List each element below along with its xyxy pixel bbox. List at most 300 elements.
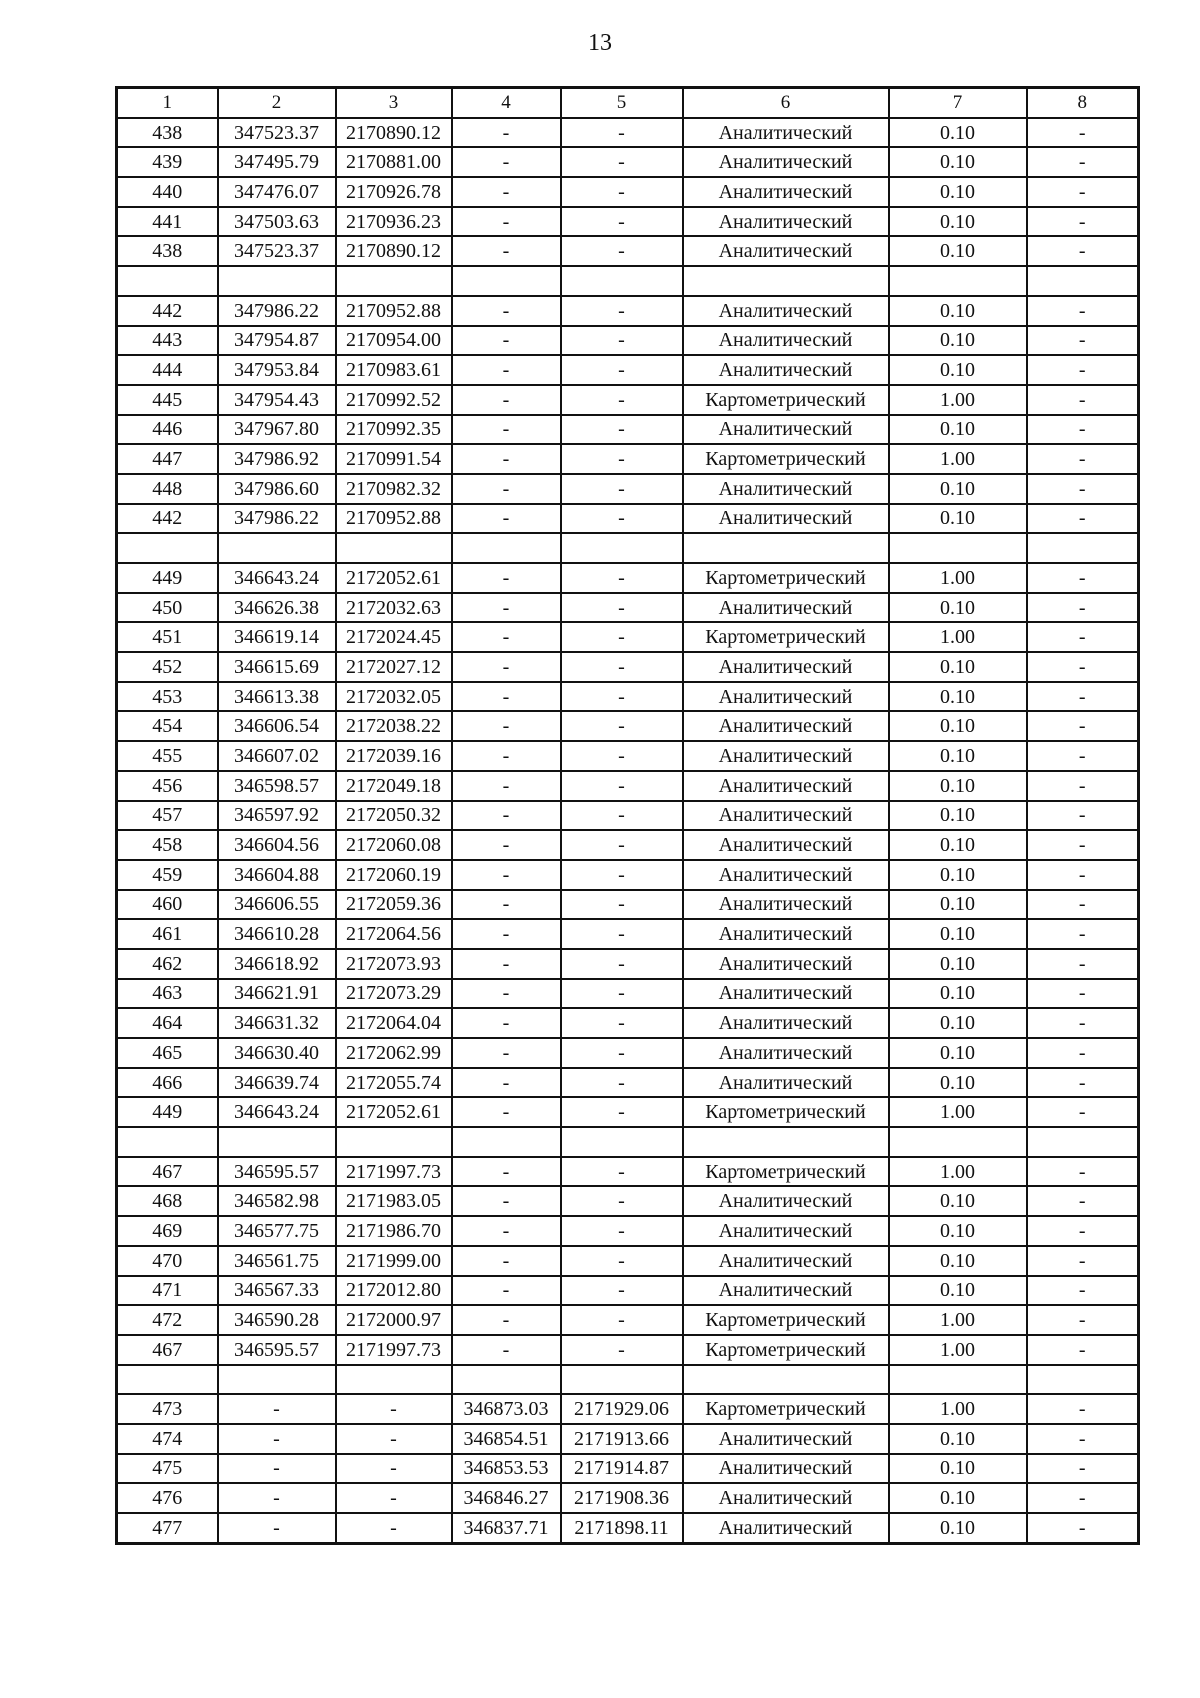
- table-cell-col-5: 2171914.87: [561, 1454, 683, 1484]
- table-cell-col-4: -: [452, 1186, 561, 1216]
- table-cell-col-2: 346606.55: [218, 890, 336, 920]
- table-cell-col-2: 346590.28: [218, 1305, 336, 1335]
- table-cell-col-1: 459: [117, 860, 218, 890]
- table-cell-col-4: -: [452, 1097, 561, 1127]
- table-cell-col-4: [452, 266, 561, 296]
- table-cell-col-1: 464: [117, 1008, 218, 1038]
- table-cell-col-5: -: [561, 1335, 683, 1365]
- table-cell-col-7: 0.10: [889, 1246, 1027, 1276]
- table-cell-col-7: 0.10: [889, 1068, 1027, 1098]
- table-cell-col-2: 346613.38: [218, 682, 336, 712]
- table-cell-col-1: 451: [117, 622, 218, 652]
- table-cell-col-5: -: [561, 147, 683, 177]
- table-cell-col-1: 449: [117, 563, 218, 593]
- table-cell-col-6: Аналитический: [683, 949, 889, 979]
- table-cell-col-4: -: [452, 326, 561, 356]
- table-cell-col-2: [218, 1127, 336, 1157]
- table-cell-col-7: 0.10: [889, 1008, 1027, 1038]
- table-cell-col-4: -: [452, 771, 561, 801]
- table-cell-col-6: [683, 1365, 889, 1395]
- table-cell-col-4: [452, 533, 561, 563]
- table-cell-col-4: -: [452, 741, 561, 771]
- table-cell-col-2: 347986.22: [218, 296, 336, 326]
- table-cell-col-2: 347954.87: [218, 326, 336, 356]
- table-cell-col-1: [117, 1127, 218, 1157]
- table-cell-col-5: -: [561, 355, 683, 385]
- table-cell-col-5: -: [561, 860, 683, 890]
- table-cell-col-7: 0.10: [889, 1424, 1027, 1454]
- table-row: [117, 801, 1139, 831]
- table-cell-col-2: -: [218, 1483, 336, 1513]
- table-cell-col-6: Аналитический: [683, 118, 889, 148]
- table-cell-col-1: 471: [117, 1276, 218, 1306]
- table-cell-col-5: -: [561, 1097, 683, 1127]
- table-row: [117, 1394, 1139, 1424]
- table-cell-col-4: -: [452, 979, 561, 1009]
- table-spacer-row: [117, 533, 1139, 563]
- table-cell-col-1: 440: [117, 177, 218, 207]
- table-cell-col-6: Аналитический: [683, 326, 889, 356]
- table-cell-col-8: -: [1027, 979, 1139, 1009]
- table-cell-col-4: -: [452, 1216, 561, 1246]
- table-cell-col-1: 447: [117, 444, 218, 474]
- table-cell-col-5: -: [561, 1008, 683, 1038]
- table-cell-col-4: -: [452, 474, 561, 504]
- table-cell-col-7: 0.10: [889, 711, 1027, 741]
- table-cell-col-6: Картометрический: [683, 1394, 889, 1424]
- table-cell-col-3: 2170936.23: [336, 207, 452, 237]
- table-cell-col-2: 346577.75: [218, 1216, 336, 1246]
- table-cell-col-1: 442: [117, 504, 218, 534]
- table-cell-col-5: -: [561, 444, 683, 474]
- table-cell-col-6: Аналитический: [683, 355, 889, 385]
- table-cell-col-1: 458: [117, 830, 218, 860]
- table-cell-col-6: Аналитический: [683, 801, 889, 831]
- table-cell-col-2: 346582.98: [218, 1186, 336, 1216]
- table-row: [117, 1008, 1139, 1038]
- table-cell-col-4: -: [452, 236, 561, 266]
- table-cell-col-6: Аналитический: [683, 890, 889, 920]
- table-cell-col-8: -: [1027, 1186, 1139, 1216]
- table-cell-col-8: -: [1027, 919, 1139, 949]
- table-cell-col-8: -: [1027, 326, 1139, 356]
- column-header-8: 8: [1027, 88, 1139, 118]
- table-cell-col-6: Аналитический: [683, 919, 889, 949]
- table-cell-col-3: 2170890.12: [336, 236, 452, 266]
- table-row: [117, 563, 1139, 593]
- table-cell-col-8: -: [1027, 711, 1139, 741]
- table-cell-col-1: 444: [117, 355, 218, 385]
- table-cell-col-4: -: [452, 919, 561, 949]
- table-cell-col-8: -: [1027, 355, 1139, 385]
- table-cell-col-6: Аналитический: [683, 147, 889, 177]
- table-row: [117, 147, 1139, 177]
- table-cell-col-5: -: [561, 236, 683, 266]
- table-cell-col-7: [889, 1127, 1027, 1157]
- table-cell-col-1: 443: [117, 326, 218, 356]
- table-cell-col-4: -: [452, 563, 561, 593]
- table-cell-col-2: 346595.57: [218, 1335, 336, 1365]
- table-cell-col-7: 0.10: [889, 949, 1027, 979]
- table-cell-col-1: 470: [117, 1246, 218, 1276]
- table-cell-col-6: Аналитический: [683, 711, 889, 741]
- column-header-7: 7: [889, 88, 1027, 118]
- table-cell-col-7: 1.00: [889, 444, 1027, 474]
- table-cell-col-8: [1027, 266, 1139, 296]
- table-cell-col-4: -: [452, 622, 561, 652]
- table-row: [117, 1038, 1139, 1068]
- table-cell-col-5: -: [561, 177, 683, 207]
- table-row: [117, 1276, 1139, 1306]
- table-cell-col-2: -: [218, 1454, 336, 1484]
- table-cell-col-5: -: [561, 771, 683, 801]
- table-cell-col-5: -: [561, 1186, 683, 1216]
- table-row: [117, 326, 1139, 356]
- table-cell-col-2: -: [218, 1424, 336, 1454]
- table-body: [117, 118, 1139, 1544]
- table-cell-col-1: 441: [117, 207, 218, 237]
- table-cell-col-1: 456: [117, 771, 218, 801]
- table-cell-col-1: 462: [117, 949, 218, 979]
- table-cell-col-3: 2172032.63: [336, 593, 452, 623]
- table-cell-col-1: 467: [117, 1157, 218, 1187]
- table-cell-col-3: 2171983.05: [336, 1186, 452, 1216]
- table-cell-col-4: -: [452, 830, 561, 860]
- table-cell-col-7: 0.10: [889, 860, 1027, 890]
- table-cell-col-1: 438: [117, 118, 218, 148]
- table-cell-col-6: Аналитический: [683, 771, 889, 801]
- table-row: [117, 118, 1139, 148]
- table-cell-col-3: 2172049.18: [336, 771, 452, 801]
- table-cell-col-7: 0.10: [889, 207, 1027, 237]
- table-cell-col-7: 0.10: [889, 355, 1027, 385]
- table-cell-col-6: Аналитический: [683, 415, 889, 445]
- table-cell-col-2: 346607.02: [218, 741, 336, 771]
- table-cell-col-3: 2172038.22: [336, 711, 452, 741]
- table-cell-col-5: -: [561, 979, 683, 1009]
- table-cell-col-8: -: [1027, 444, 1139, 474]
- table-cell-col-3: [336, 533, 452, 563]
- table-cell-col-4: -: [452, 682, 561, 712]
- table-cell-col-3: 2172060.19: [336, 860, 452, 890]
- table-cell-col-3: 2170992.35: [336, 415, 452, 445]
- table-cell-col-3: 2172064.04: [336, 1008, 452, 1038]
- table-cell-col-3: 2170982.32: [336, 474, 452, 504]
- table-cell-col-5: -: [561, 504, 683, 534]
- table-cell-col-7: 1.00: [889, 563, 1027, 593]
- table-cell-col-6: Картометрический: [683, 622, 889, 652]
- table-cell-col-4: -: [452, 296, 561, 326]
- table-cell-col-7: [889, 533, 1027, 563]
- table-cell-col-7: 0.10: [889, 147, 1027, 177]
- table-cell-col-8: -: [1027, 801, 1139, 831]
- table-cell-col-5: 2171898.11: [561, 1513, 683, 1543]
- table-row: [117, 593, 1139, 623]
- table-cell-col-6: Аналитический: [683, 741, 889, 771]
- table-cell-col-6: Аналитический: [683, 652, 889, 682]
- table-cell-col-6: Картометрический: [683, 1157, 889, 1187]
- table-cell-col-8: -: [1027, 830, 1139, 860]
- table-cell-col-4: [452, 1127, 561, 1157]
- table-cell-col-1: 452: [117, 652, 218, 682]
- table-cell-col-7: 1.00: [889, 622, 1027, 652]
- table-spacer-row: [117, 1127, 1139, 1157]
- table-cell-col-6: [683, 1127, 889, 1157]
- table-cell-col-8: -: [1027, 177, 1139, 207]
- table-cell-col-2: 346630.40: [218, 1038, 336, 1068]
- table-cell-col-3: 2172062.99: [336, 1038, 452, 1068]
- table-cell-col-4: -: [452, 1305, 561, 1335]
- table-cell-col-6: Картометрический: [683, 1097, 889, 1127]
- table-cell-col-1: 461: [117, 919, 218, 949]
- table-row: [117, 1216, 1139, 1246]
- table-cell-col-6: [683, 533, 889, 563]
- table-cell-col-6: Аналитический: [683, 1038, 889, 1068]
- table-cell-col-8: -: [1027, 1335, 1139, 1365]
- table-cell-col-3: 2171999.00: [336, 1246, 452, 1276]
- table-cell-col-6: Аналитический: [683, 1424, 889, 1454]
- table-cell-col-5: 2171908.36: [561, 1483, 683, 1513]
- table-cell-col-3: 2172059.36: [336, 890, 452, 920]
- table-cell-col-3: 2170992.52: [336, 385, 452, 415]
- table-cell-col-7: 0.10: [889, 890, 1027, 920]
- table-cell-col-5: -: [561, 385, 683, 415]
- table-cell-col-4: -: [452, 1038, 561, 1068]
- table-cell-col-2: 346626.38: [218, 593, 336, 623]
- table-spacer-row: [117, 1365, 1139, 1395]
- table-cell-col-6: Картометрический: [683, 444, 889, 474]
- table-cell-col-8: [1027, 1127, 1139, 1157]
- table-cell-col-3: -: [336, 1513, 452, 1543]
- table-row: [117, 474, 1139, 504]
- table-cell-col-7: 0.10: [889, 652, 1027, 682]
- column-header-2: 2: [218, 88, 336, 118]
- table-cell-col-2: 347503.63: [218, 207, 336, 237]
- table-cell-col-5: -: [561, 1038, 683, 1068]
- table-cell-col-3: -: [336, 1394, 452, 1424]
- table-cell-col-4: -: [452, 711, 561, 741]
- table-row: [117, 1513, 1139, 1543]
- table-cell-col-4: [452, 1365, 561, 1395]
- table-cell-col-8: -: [1027, 1246, 1139, 1276]
- table-cell-col-7: 1.00: [889, 1394, 1027, 1424]
- table-row: [117, 682, 1139, 712]
- table-row: [117, 504, 1139, 534]
- table-cell-col-7: 0.10: [889, 1038, 1027, 1068]
- table-cell-col-3: 2172050.32: [336, 801, 452, 831]
- table-cell-col-2: 346643.24: [218, 1097, 336, 1127]
- table-row: [117, 385, 1139, 415]
- table-cell-col-7: 0.10: [889, 682, 1027, 712]
- table-cell-col-3: 2172073.93: [336, 949, 452, 979]
- table-cell-col-3: [336, 1127, 452, 1157]
- table-cell-col-5: -: [561, 741, 683, 771]
- table-cell-col-8: -: [1027, 1424, 1139, 1454]
- table-cell-col-3: 2172060.08: [336, 830, 452, 860]
- table-cell-col-7: 0.10: [889, 771, 1027, 801]
- table-row: [117, 711, 1139, 741]
- table-cell-col-1: 448: [117, 474, 218, 504]
- table-cell-col-8: -: [1027, 296, 1139, 326]
- table-cell-col-1: 457: [117, 801, 218, 831]
- table-cell-col-3: 2170991.54: [336, 444, 452, 474]
- table-cell-col-1: 475: [117, 1454, 218, 1484]
- table-row: [117, 1157, 1139, 1187]
- table-cell-col-6: Аналитический: [683, 474, 889, 504]
- table-row: [117, 1454, 1139, 1484]
- table-cell-col-5: -: [561, 890, 683, 920]
- table-cell-col-4: 346854.51: [452, 1424, 561, 1454]
- table-cell-col-8: -: [1027, 1513, 1139, 1543]
- table-cell-col-6: Аналитический: [683, 979, 889, 1009]
- table-cell-col-2: [218, 1365, 336, 1395]
- table-cell-col-6: Аналитический: [683, 207, 889, 237]
- table-cell-col-8: -: [1027, 1483, 1139, 1513]
- table-cell-col-8: -: [1027, 1068, 1139, 1098]
- table-cell-col-5: -: [561, 474, 683, 504]
- table-cell-col-6: Аналитический: [683, 1186, 889, 1216]
- table-cell-col-4: -: [452, 385, 561, 415]
- column-header-4: 4: [452, 88, 561, 118]
- table-cell-col-2: 346618.92: [218, 949, 336, 979]
- table-cell-col-3: 2171997.73: [336, 1335, 452, 1365]
- table-cell-col-3: 2172012.80: [336, 1276, 452, 1306]
- table-cell-col-2: [218, 266, 336, 296]
- table-cell-col-7: 0.10: [889, 177, 1027, 207]
- column-header-3: 3: [336, 88, 452, 118]
- table-cell-col-4: -: [452, 415, 561, 445]
- table-cell-col-1: 453: [117, 682, 218, 712]
- table-cell-col-1: 472: [117, 1305, 218, 1335]
- table-cell-col-5: -: [561, 415, 683, 445]
- page-number: 13: [588, 30, 612, 56]
- table-cell-col-4: -: [452, 593, 561, 623]
- table-cell-col-4: -: [452, 1008, 561, 1038]
- table-cell-col-7: 0.10: [889, 326, 1027, 356]
- table-cell-col-2: 346597.92: [218, 801, 336, 831]
- table-cell-col-8: -: [1027, 1038, 1139, 1068]
- table-cell-col-1: 469: [117, 1216, 218, 1246]
- table-cell-col-2: 346606.54: [218, 711, 336, 741]
- table-cell-col-7: 0.10: [889, 919, 1027, 949]
- table-cell-col-4: 346846.27: [452, 1483, 561, 1513]
- table-cell-col-7: 0.10: [889, 593, 1027, 623]
- table-cell-col-8: -: [1027, 890, 1139, 920]
- table-cell-col-8: [1027, 1365, 1139, 1395]
- table-row: [117, 207, 1139, 237]
- table-cell-col-8: -: [1027, 207, 1139, 237]
- table-cell-col-3: 2172027.12: [336, 652, 452, 682]
- table-cell-col-4: -: [452, 118, 561, 148]
- table-row: [117, 830, 1139, 860]
- table-cell-col-6: Аналитический: [683, 177, 889, 207]
- table-cell-col-3: 2172073.29: [336, 979, 452, 1009]
- table-cell-col-3: [336, 266, 452, 296]
- table-row: [117, 949, 1139, 979]
- table-cell-col-2: 346631.32: [218, 1008, 336, 1038]
- table-cell-col-7: 0.10: [889, 1454, 1027, 1484]
- table-cell-col-5: -: [561, 1216, 683, 1246]
- table-cell-col-6: Аналитический: [683, 1008, 889, 1038]
- table-cell-col-3: -: [336, 1454, 452, 1484]
- table-cell-col-6: Аналитический: [683, 1276, 889, 1306]
- table-cell-col-4: -: [452, 652, 561, 682]
- table-cell-col-5: 2171929.06: [561, 1394, 683, 1424]
- table-cell-col-7: 1.00: [889, 385, 1027, 415]
- table-cell-col-8: -: [1027, 1157, 1139, 1187]
- table-cell-col-7: 0.10: [889, 118, 1027, 148]
- table-cell-col-1: [117, 1365, 218, 1395]
- table-cell-col-2: 346595.57: [218, 1157, 336, 1187]
- table-cell-col-8: -: [1027, 1394, 1139, 1424]
- table-cell-col-2: 347986.60: [218, 474, 336, 504]
- table-cell-col-4: -: [452, 1276, 561, 1306]
- table-cell-col-3: 2170952.88: [336, 504, 452, 534]
- table-cell-col-1: 439: [117, 147, 218, 177]
- table-cell-col-5: -: [561, 1305, 683, 1335]
- table-cell-col-8: -: [1027, 860, 1139, 890]
- table-cell-col-1: 460: [117, 890, 218, 920]
- table-cell-col-8: -: [1027, 771, 1139, 801]
- table-cell-col-2: 346610.28: [218, 919, 336, 949]
- table-cell-col-8: -: [1027, 474, 1139, 504]
- table-row: [117, 1305, 1139, 1335]
- table-cell-col-7: 0.10: [889, 1483, 1027, 1513]
- table-row: [117, 622, 1139, 652]
- table-cell-col-6: Аналитический: [683, 504, 889, 534]
- column-header-6: 6: [683, 88, 889, 118]
- table-cell-col-4: -: [452, 147, 561, 177]
- table-row: [117, 979, 1139, 1009]
- table-cell-col-3: 2172052.61: [336, 563, 452, 593]
- table-cell-col-5: -: [561, 1276, 683, 1306]
- table-cell-col-6: Картометрический: [683, 385, 889, 415]
- table-row: [117, 1186, 1139, 1216]
- table-cell-col-6: Аналитический: [683, 1454, 889, 1484]
- table-cell-col-1: 455: [117, 741, 218, 771]
- table-cell-col-4: -: [452, 504, 561, 534]
- table-cell-col-8: -: [1027, 652, 1139, 682]
- table-cell-col-1: 477: [117, 1513, 218, 1543]
- table-cell-col-1: 449: [117, 1097, 218, 1127]
- table-cell-col-6: Картометрический: [683, 563, 889, 593]
- table-cell-col-4: -: [452, 890, 561, 920]
- table-cell-col-4: -: [452, 801, 561, 831]
- table-cell-col-2: [218, 533, 336, 563]
- table-cell-col-7: 0.10: [889, 1276, 1027, 1306]
- table-cell-col-1: 450: [117, 593, 218, 623]
- table-cell-col-1: [117, 533, 218, 563]
- table-cell-col-7: 1.00: [889, 1157, 1027, 1187]
- table-cell-col-7: 0.10: [889, 1186, 1027, 1216]
- table-cell-col-7: 1.00: [889, 1097, 1027, 1127]
- table-cell-col-2: -: [218, 1513, 336, 1543]
- table-cell-col-7: 0.10: [889, 415, 1027, 445]
- table-cell-col-4: 346873.03: [452, 1394, 561, 1424]
- table-cell-col-4: -: [452, 177, 561, 207]
- table-cell-col-4: -: [452, 207, 561, 237]
- table-cell-col-3: 2170881.00: [336, 147, 452, 177]
- table-cell-col-7: [889, 266, 1027, 296]
- table-cell-col-3: 2171986.70: [336, 1216, 452, 1246]
- table-cell-col-4: -: [452, 1068, 561, 1098]
- table-cell-col-5: -: [561, 801, 683, 831]
- table-cell-col-2: 346598.57: [218, 771, 336, 801]
- table-cell-col-1: [117, 266, 218, 296]
- table-cell-col-3: 2170952.88: [336, 296, 452, 326]
- table-cell-col-6: Аналитический: [683, 296, 889, 326]
- table-cell-col-3: 2170983.61: [336, 355, 452, 385]
